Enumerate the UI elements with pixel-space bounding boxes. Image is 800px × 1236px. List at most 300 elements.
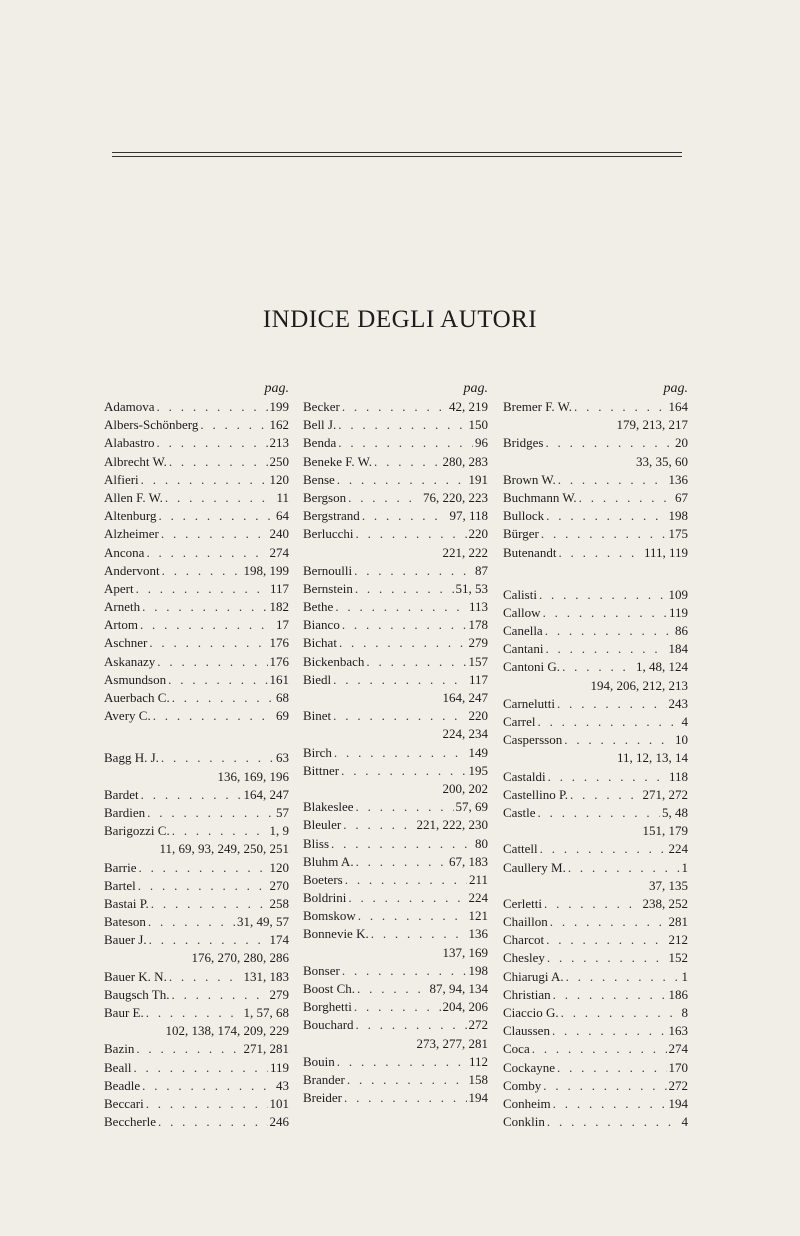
page-numbers-continued: 164, 247 bbox=[442, 690, 488, 705]
leader-dots bbox=[548, 768, 667, 786]
index-entry bbox=[503, 604, 688, 622]
index-entry bbox=[104, 877, 289, 895]
author-name: Baugsch Th. bbox=[104, 986, 170, 1002]
page-numbers: 176 bbox=[269, 653, 289, 669]
leader-dots bbox=[342, 962, 467, 980]
leader-dots bbox=[564, 731, 673, 749]
leader-dots bbox=[366, 653, 466, 671]
index-entry bbox=[303, 616, 488, 634]
index-entry bbox=[104, 598, 289, 616]
leader-dots bbox=[344, 1089, 467, 1107]
page-numbers: 113 bbox=[468, 599, 488, 615]
index-entry bbox=[503, 859, 688, 877]
page-numbers: 280, 283 bbox=[442, 453, 488, 469]
leader-dots bbox=[545, 434, 673, 452]
index-entry bbox=[104, 786, 289, 804]
leader-dots bbox=[579, 489, 673, 507]
leader-dots bbox=[562, 658, 634, 676]
page-numbers: 270 bbox=[269, 877, 289, 893]
page-numbers: 272 bbox=[468, 1017, 488, 1033]
leader-dots bbox=[158, 1113, 268, 1131]
author-name: Bazin bbox=[104, 1041, 135, 1057]
index-entry bbox=[503, 1022, 688, 1040]
author-name: Charcot bbox=[503, 932, 545, 948]
page-numbers: 69 bbox=[276, 708, 289, 724]
author-name: Benda bbox=[303, 435, 337, 451]
leader-dots bbox=[356, 525, 467, 543]
author-name: Buchmann W. bbox=[503, 489, 577, 505]
author-name: Brown W. bbox=[503, 471, 556, 487]
index-entry bbox=[503, 949, 688, 967]
page-numbers: 5, 48 bbox=[662, 804, 688, 820]
index-entry bbox=[104, 859, 289, 877]
page-numbers: 80 bbox=[475, 835, 488, 851]
page-numbers: 198 bbox=[468, 962, 488, 978]
leader-dots bbox=[545, 622, 673, 640]
page-numbers: 8 bbox=[681, 1005, 688, 1020]
page-numbers: 220 bbox=[468, 708, 488, 724]
leader-dots bbox=[557, 1059, 667, 1077]
leader-dots bbox=[543, 1077, 666, 1095]
author-name: Bartel bbox=[104, 877, 136, 893]
author-name: Albers-Schönberg bbox=[104, 417, 199, 433]
page-numbers: 131, 183 bbox=[243, 968, 289, 984]
index-entry bbox=[104, 1040, 289, 1058]
index-entry bbox=[503, 622, 688, 640]
page-numbers: 64 bbox=[276, 508, 289, 524]
index-entry bbox=[303, 434, 488, 452]
index-entry bbox=[104, 562, 289, 580]
author-name: Altenburg bbox=[104, 508, 157, 524]
index-entry bbox=[303, 907, 488, 925]
leader-dots bbox=[157, 434, 268, 452]
leader-dots bbox=[169, 453, 268, 471]
author-name: Bauer K. N. bbox=[104, 968, 167, 984]
leader-dots bbox=[347, 1071, 467, 1089]
page-numbers: 118 bbox=[668, 768, 688, 784]
leader-dots bbox=[538, 804, 661, 822]
author-name: Callow bbox=[503, 604, 541, 620]
leader-dots bbox=[543, 604, 667, 622]
leader-dots bbox=[158, 507, 274, 525]
leader-dots bbox=[161, 749, 274, 767]
page-numbers: 274 bbox=[269, 544, 289, 560]
author-name: Apert bbox=[104, 580, 134, 596]
index-entry bbox=[104, 398, 289, 416]
page-numbers: 1, 9 bbox=[269, 823, 289, 839]
index-entry bbox=[303, 525, 488, 543]
author-name: Carrel bbox=[503, 714, 536, 729]
page-numbers: 194 bbox=[468, 1090, 488, 1106]
index-entry bbox=[503, 544, 688, 562]
page-numbers: 117 bbox=[468, 671, 488, 687]
author-name: Chiarugi A. bbox=[503, 968, 564, 984]
page-numbers: 250 bbox=[269, 453, 289, 469]
leader-dots bbox=[153, 707, 274, 725]
author-name: Conheim bbox=[503, 1095, 551, 1111]
leader-dots bbox=[171, 986, 267, 1004]
author-name: Avery C. bbox=[104, 708, 151, 724]
index-entry bbox=[503, 1077, 688, 1095]
index-entry bbox=[303, 707, 488, 725]
page-numbers: 17 bbox=[276, 617, 289, 633]
index-entry bbox=[503, 713, 688, 731]
index-entry bbox=[303, 671, 488, 689]
leader-dots bbox=[342, 616, 467, 634]
page-numbers: 162 bbox=[269, 417, 289, 433]
page-numbers: 136 bbox=[668, 471, 688, 487]
page-numbers: 10 bbox=[675, 732, 688, 748]
page-numbers: 246 bbox=[269, 1114, 289, 1130]
author-name: Barigozzi C. bbox=[104, 823, 170, 839]
index-entry bbox=[303, 980, 488, 998]
page-numbers: 109 bbox=[668, 586, 688, 602]
index-entry bbox=[503, 695, 688, 713]
author-name: Bardet bbox=[104, 786, 139, 802]
author-name: Bullock bbox=[503, 508, 545, 524]
index-entry bbox=[104, 1077, 289, 1095]
index-entry bbox=[303, 744, 488, 762]
leader-dots bbox=[337, 471, 467, 489]
page-numbers: 86 bbox=[675, 623, 688, 639]
author-name: Canella bbox=[503, 623, 543, 639]
author-name: Alzheimer bbox=[104, 526, 159, 542]
page-numbers-continued: 37, 135 bbox=[649, 877, 688, 893]
page-numbers: 87, 94, 134 bbox=[429, 981, 488, 996]
page-numbers: 199 bbox=[269, 399, 289, 414]
author-name: Cantoni G. bbox=[503, 659, 561, 675]
index-entry bbox=[104, 489, 289, 507]
author-name: Bauer J. bbox=[104, 932, 147, 948]
leader-dots bbox=[161, 525, 268, 543]
author-name: Berlucchi bbox=[303, 526, 354, 542]
index-entry bbox=[104, 895, 289, 913]
index-entry bbox=[104, 1095, 289, 1113]
page-numbers: 97, 118 bbox=[449, 508, 488, 524]
index-entry bbox=[104, 1004, 289, 1022]
index-entry bbox=[104, 822, 289, 840]
author-name: Alfieri bbox=[104, 471, 139, 487]
leader-dots bbox=[136, 580, 268, 598]
author-name: Caullery M. bbox=[503, 859, 566, 875]
page-numbers: 182 bbox=[269, 599, 289, 615]
letter-group-gap bbox=[503, 562, 688, 586]
index-entry bbox=[503, 1004, 688, 1022]
author-name: Cantani bbox=[503, 641, 544, 657]
author-name: Askanazy bbox=[104, 653, 156, 669]
index-entry bbox=[104, 544, 289, 562]
leader-dots bbox=[545, 640, 666, 658]
index-entry bbox=[503, 840, 688, 858]
page-numbers: 1, 48, 124 bbox=[636, 659, 688, 675]
leader-dots bbox=[140, 616, 274, 634]
index-entry bbox=[303, 871, 488, 889]
leader-dots bbox=[557, 695, 667, 713]
leader-dots bbox=[374, 453, 440, 471]
index-entry bbox=[503, 786, 688, 804]
page-numbers: 198, 199 bbox=[243, 562, 289, 578]
page-numbers: 243 bbox=[668, 695, 688, 711]
leader-dots bbox=[547, 1113, 680, 1131]
index-entry bbox=[303, 471, 488, 489]
leader-dots bbox=[141, 786, 242, 804]
index-entry bbox=[303, 853, 488, 871]
column-entries bbox=[303, 398, 488, 1107]
author-name: Binet bbox=[303, 708, 332, 724]
leader-dots bbox=[558, 544, 642, 562]
page-numbers: 274 bbox=[668, 1041, 688, 1057]
index-entry bbox=[503, 507, 688, 525]
leader-dots bbox=[335, 598, 467, 616]
page-numbers: 195 bbox=[468, 762, 488, 778]
page-numbers: 178 bbox=[468, 617, 488, 633]
author-name: Cockayne bbox=[503, 1059, 555, 1075]
leader-dots bbox=[532, 1040, 667, 1058]
page-title: INDICE DEGLI AUTORI bbox=[262, 306, 538, 333]
author-name: Bense bbox=[303, 471, 335, 487]
leader-dots bbox=[142, 1077, 274, 1095]
index-entry bbox=[303, 1071, 488, 1089]
index-entry bbox=[503, 471, 688, 489]
page-numbers: 67 bbox=[675, 489, 688, 505]
page-numbers: 238, 252 bbox=[642, 895, 688, 911]
page-numbers-continued: 33, 35, 60 bbox=[636, 453, 688, 469]
author-name: Bastai P. bbox=[104, 895, 149, 911]
author-name: Carnelutti bbox=[503, 695, 555, 711]
page-numbers: 136 bbox=[468, 926, 488, 942]
leader-dots bbox=[553, 986, 667, 1004]
index-entry bbox=[104, 653, 289, 671]
page-numbers: 20 bbox=[675, 435, 688, 451]
page-numbers-continued: 176, 270, 280, 286 bbox=[191, 950, 289, 966]
index-entry bbox=[503, 1113, 688, 1131]
index-entry bbox=[503, 1095, 688, 1113]
page-numbers-continued: 11, 12, 13, 14 bbox=[616, 750, 688, 766]
page-numbers: 87 bbox=[475, 562, 488, 578]
leader-dots bbox=[356, 1016, 467, 1034]
leader-dots bbox=[149, 931, 268, 949]
author-name: Bonser bbox=[303, 962, 340, 978]
index-entry bbox=[104, 671, 289, 689]
page-numbers: 174 bbox=[269, 932, 289, 948]
index-entry bbox=[104, 453, 289, 471]
leader-dots bbox=[356, 853, 447, 871]
index-entry bbox=[104, 968, 289, 986]
page-numbers: 42, 219 bbox=[449, 399, 488, 414]
page-numbers: 271, 281 bbox=[243, 1041, 289, 1057]
leader-dots bbox=[553, 1095, 667, 1113]
page-numbers: 240 bbox=[269, 526, 289, 542]
page-numbers-continued: 151, 179 bbox=[642, 823, 688, 839]
page-numbers: 150 bbox=[468, 417, 488, 433]
author-name: Cerletti bbox=[503, 895, 542, 911]
author-name: Bleuler bbox=[303, 817, 342, 833]
page-numbers: 271, 272 bbox=[642, 786, 688, 802]
leader-dots bbox=[148, 913, 235, 931]
author-name: Butenandt bbox=[503, 544, 557, 560]
index-entry bbox=[503, 640, 688, 658]
author-name: Ancona bbox=[104, 544, 145, 560]
author-name: Coca bbox=[503, 1041, 530, 1057]
page-numbers: 120 bbox=[269, 471, 289, 487]
page-numbers: 1, 57, 68 bbox=[243, 1005, 289, 1020]
author-name: Barrie bbox=[104, 859, 137, 875]
leader-dots bbox=[362, 507, 448, 525]
index-entry bbox=[503, 434, 688, 452]
index-entry bbox=[503, 895, 688, 913]
author-name: Calisti bbox=[503, 586, 537, 602]
index-entry bbox=[303, 416, 488, 434]
author-name: Chesley bbox=[503, 950, 545, 966]
leader-dots bbox=[331, 835, 473, 853]
author-name: Castaldi bbox=[503, 768, 546, 784]
author-name: Bateson bbox=[104, 914, 146, 930]
index-entry bbox=[104, 507, 289, 525]
index-entry bbox=[503, 986, 688, 1004]
page-numbers: 158 bbox=[468, 1071, 488, 1087]
index-entry bbox=[303, 398, 488, 416]
page-numbers: 119 bbox=[668, 604, 688, 620]
author-name: Bouchard bbox=[303, 1017, 354, 1033]
leader-dots bbox=[151, 895, 268, 913]
leader-dots bbox=[544, 895, 641, 913]
author-name: Borghetti bbox=[303, 999, 352, 1015]
page-numbers: 213 bbox=[269, 435, 289, 451]
leader-dots bbox=[570, 786, 640, 804]
leader-dots bbox=[200, 416, 267, 434]
index-entry bbox=[303, 580, 488, 598]
author-name: Blakeslee bbox=[303, 799, 354, 815]
page-numbers: 176 bbox=[269, 635, 289, 651]
page-numbers: 96 bbox=[475, 435, 488, 451]
page-numbers: 111, 119 bbox=[643, 544, 688, 560]
author-name: Bardien bbox=[104, 804, 146, 820]
author-name: Boldrini bbox=[303, 890, 347, 906]
index-entry bbox=[503, 913, 688, 931]
index-entry bbox=[303, 889, 488, 907]
page-numbers: 258 bbox=[269, 895, 289, 911]
author-name: Bremer F. W. bbox=[503, 399, 573, 414]
index-entry bbox=[104, 707, 289, 725]
leader-dots bbox=[337, 1053, 467, 1071]
index-entry bbox=[303, 998, 488, 1016]
index-entry bbox=[503, 968, 688, 986]
author-name: Bickenbach bbox=[303, 653, 365, 669]
leader-dots bbox=[333, 707, 466, 725]
author-name: Bergson bbox=[303, 489, 347, 505]
leader-dots bbox=[371, 925, 467, 943]
author-name: Christian bbox=[503, 986, 551, 1002]
page-numbers: 121 bbox=[468, 908, 488, 924]
author-name: Caspersson bbox=[503, 732, 563, 748]
leader-dots bbox=[142, 598, 267, 616]
index-column-3 bbox=[503, 380, 688, 1131]
author-name: Bonnevie K. bbox=[303, 926, 369, 942]
index-entry bbox=[303, 816, 488, 834]
leader-dots bbox=[354, 562, 473, 580]
index-entry bbox=[303, 1053, 488, 1071]
pag-label: pag. bbox=[663, 381, 688, 396]
index-entry bbox=[503, 1059, 688, 1077]
index-entry bbox=[303, 798, 488, 816]
leader-dots bbox=[333, 671, 467, 689]
index-entry bbox=[104, 749, 289, 767]
leader-dots bbox=[357, 980, 427, 998]
author-name: Bernstein bbox=[303, 580, 353, 596]
index-column-2 bbox=[303, 380, 488, 1107]
leader-dots bbox=[547, 949, 667, 967]
index-entry bbox=[303, 598, 488, 616]
page-numbers: 57 bbox=[276, 804, 289, 820]
page-numbers: 120 bbox=[269, 859, 289, 875]
leader-dots bbox=[355, 580, 454, 598]
page-numbers: 157 bbox=[468, 653, 488, 669]
author-name: Andervont bbox=[104, 562, 160, 578]
author-name: Aschner bbox=[104, 635, 148, 651]
index-entry bbox=[503, 804, 688, 822]
author-name: Bluhm A. bbox=[303, 853, 354, 869]
author-name: Cattell bbox=[503, 841, 538, 857]
index-entry bbox=[104, 913, 289, 931]
leader-dots bbox=[146, 544, 267, 562]
index-entry bbox=[303, 1016, 488, 1034]
author-name: Asmundson bbox=[104, 671, 167, 687]
leader-dots bbox=[561, 1004, 680, 1022]
leader-dots bbox=[138, 859, 267, 877]
page-numbers: 112 bbox=[468, 1053, 488, 1069]
index-entry bbox=[104, 986, 289, 1004]
index-entry bbox=[104, 804, 289, 822]
letter-group-gap bbox=[104, 725, 289, 749]
author-name: Bethe bbox=[303, 599, 334, 615]
index-entry bbox=[503, 731, 688, 749]
page-numbers: 170 bbox=[668, 1059, 688, 1075]
author-name: Conklin bbox=[503, 1114, 545, 1130]
author-name: Bernoulli bbox=[303, 562, 353, 578]
page-numbers-continued: 224, 234 bbox=[442, 726, 488, 742]
pag-label: pag. bbox=[264, 381, 289, 396]
page-numbers: 4 bbox=[681, 1114, 688, 1130]
leader-dots bbox=[356, 798, 454, 816]
leader-dots bbox=[354, 998, 441, 1016]
leader-dots bbox=[338, 434, 473, 452]
page-numbers-continued: 194, 206, 212, 213 bbox=[590, 677, 688, 693]
index-entry bbox=[104, 1059, 289, 1077]
author-name: Bianco bbox=[303, 617, 340, 633]
page-numbers: 161 bbox=[269, 671, 289, 687]
index-entry bbox=[104, 580, 289, 598]
leader-dots bbox=[537, 713, 679, 731]
page-numbers: 204, 206 bbox=[442, 999, 488, 1015]
page-numbers: 51, 53 bbox=[455, 580, 488, 596]
page-numbers: 164, 247 bbox=[243, 786, 289, 802]
leader-dots bbox=[358, 907, 467, 925]
index-entry bbox=[104, 525, 289, 543]
author-name: Bridges bbox=[503, 435, 544, 451]
author-name: Beccari bbox=[104, 1095, 144, 1111]
page-numbers: 57, 69 bbox=[455, 799, 488, 815]
page-numbers-continued: 179, 213, 217 bbox=[616, 417, 688, 433]
leader-dots bbox=[550, 913, 667, 931]
leader-dots bbox=[539, 586, 667, 604]
leader-dots bbox=[136, 1040, 241, 1058]
leader-dots bbox=[168, 671, 267, 689]
page-numbers: 186 bbox=[668, 986, 688, 1002]
author-name: Bergstrand bbox=[303, 508, 360, 524]
leader-dots bbox=[552, 1022, 667, 1040]
page-numbers: 279 bbox=[269, 986, 289, 1002]
index-entry bbox=[503, 398, 688, 416]
